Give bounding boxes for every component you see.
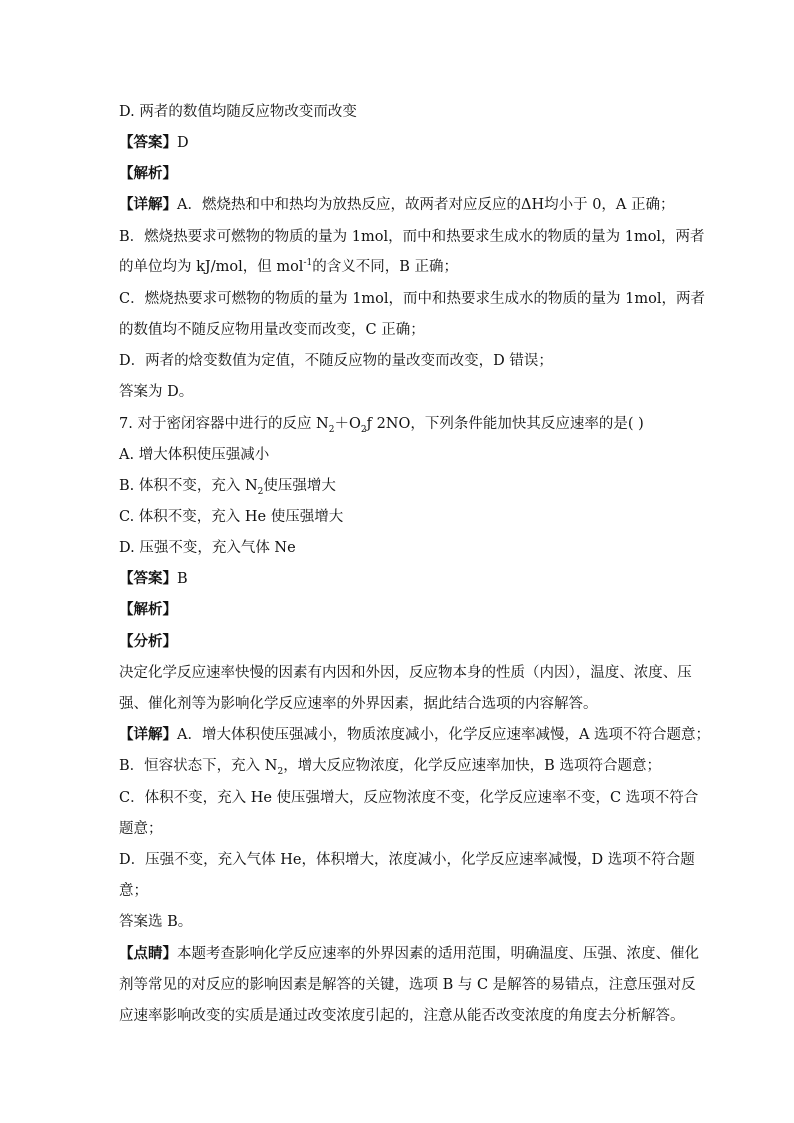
text-span: 的单位均为 kJ/mol，但 mol	[119, 259, 304, 275]
q7-comment-line1	[119, 944, 734, 964]
q6-answer	[119, 133, 734, 153]
q7-option-b	[119, 476, 734, 496]
text-span: ƒ 2NO，下列条件能加快其反应速率的是( )	[366, 416, 644, 432]
text-span: ＋O	[334, 416, 361, 432]
q7-detail-a	[119, 725, 734, 745]
detail-label: 【详解】	[119, 726, 177, 743]
q6-detail-b-line1: B．燃烧热要求可燃物的物质的量为 1mol，而中和热要求生成水的物质的量为 1mol，两者	[119, 229, 705, 245]
q7-detail-d-line2: 意；	[119, 883, 148, 899]
text-span: 使压强增大	[263, 478, 336, 494]
q7-detail-b	[119, 756, 734, 776]
q6-detail-d: D．两者的焓变数值为定值，不随反应物的量改变而改变，D 错误；	[119, 353, 553, 369]
comment-label: 【点睛】	[119, 945, 177, 962]
answer-label: 【答案】	[119, 570, 177, 587]
text-span: B．恒容状态下，充入 N	[119, 758, 278, 774]
superscript: -1	[303, 258, 313, 269]
analysis-label: 【解析】	[119, 165, 177, 182]
subscript: 2	[360, 424, 367, 435]
q6-detail-a	[119, 195, 734, 215]
detail-text: A．增大体积使压强减小，物质浓度减小，化学反应速率减慢，A 选项不符合题意；	[177, 727, 711, 743]
q7-analysis-line1: 决定化学反应速率快慢的因素有内因和外因，反应物本身的性质（内因），温度、浓度、压	[119, 665, 692, 681]
q7-option-d: D. 压强不变，充入气体 Ne	[119, 540, 296, 556]
comment-text: 本题考查影响化学反应速率的外界因素的适用范围，明确温度、压强、浓度、催化	[177, 946, 699, 962]
answer-value: B	[177, 571, 188, 587]
analysis-sub-label: 【分析】	[119, 633, 177, 650]
detail-label: 【详解】	[119, 196, 177, 213]
analysis-label: 【解析】	[119, 601, 177, 618]
text-span: ，增大反应物浓度，化学反应速率加快，B 选项符合题意；	[283, 758, 661, 774]
q7-option-c: C. 体积不变，充入 He 使压强增大	[119, 509, 344, 525]
q6-conclusion: 答案为 D。	[119, 384, 194, 400]
q6-option-d: D. 两者的数值均随反应物改变而改变	[119, 104, 357, 120]
q7-answer	[119, 569, 734, 589]
q6-detail-c-line1: C．燃烧热要求可燃物的物质的量为 1mol，而中和热要求生成水的物质的量为 1mol，两者	[119, 291, 705, 307]
subscript: 2	[257, 486, 264, 497]
text-span: 7. 对于密闭容器中进行的反应 N	[119, 416, 329, 432]
q6-detail-b-line2	[119, 257, 734, 277]
q6-detail-c-line2: 的数值均不随反应物用量改变而改变，C 正确；	[119, 322, 425, 338]
q7-detail-c-line1: C．体积不变，充入 He 使压强增大，反应物浓度不变，化学反应速率不变，C 选项不符合	[119, 790, 699, 806]
q7-detail-c-line2: 题意；	[119, 821, 163, 837]
answer-label: 【答案】	[119, 134, 177, 151]
q7-detail-d-line1: D．压强不变，充入气体 He，体积增大，浓度减小，化学反应速率减慢，D 选项不符合题	[119, 852, 695, 868]
subscript: 2	[328, 424, 335, 435]
text-span: 的含义不同，B 正确；	[312, 259, 458, 275]
answer-value: D	[177, 135, 189, 151]
q7-analysis-line2: 强、催化剂等为影响化学反应速率的外界因素，据此结合选项的内容解答。	[119, 696, 598, 712]
detail-text: A．燃烧热和中和热均为放热反应，故两者对应反应的ΔH均小于 0，A 正确；	[177, 197, 675, 213]
text-span: B. 体积不变，充入 N	[119, 478, 258, 494]
q7-conclusion: 答案选 B。	[119, 914, 193, 930]
q7-option-a: A. 增大体积使压强减小	[119, 447, 270, 463]
q7-comment-line2: 剂等常见的对反应的影响因素是解答的关键，选项 B 与 C 是解答的易错点，注意压强对反	[119, 977, 696, 993]
q7-stem	[119, 414, 734, 434]
subscript: 2	[277, 766, 284, 777]
q7-comment-line3: 应速率影响改变的实质是通过改变浓度引起的，注意从能否改变浓度的角度去分析解答。	[119, 1008, 685, 1024]
